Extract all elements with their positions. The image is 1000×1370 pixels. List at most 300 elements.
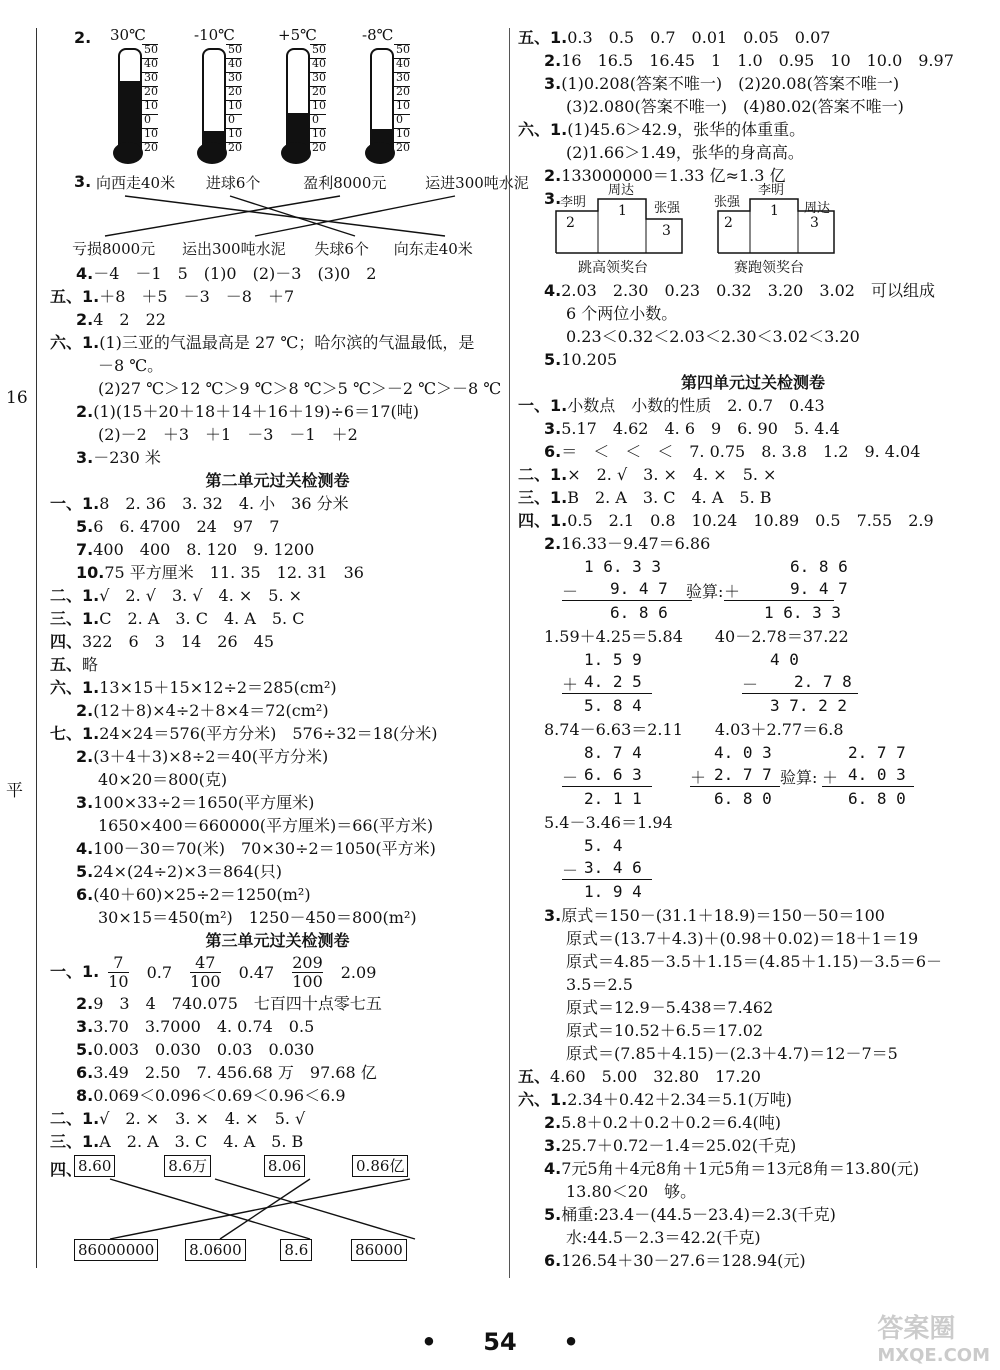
answer-text: 5.17 4.62 4. 6 9 6. 90 5. 4.4	[561, 419, 840, 438]
answer-text: 24×24＝576(平方分米) 576÷32＝18(分米)	[99, 724, 438, 743]
calc-operand: 9. 4 7	[610, 579, 668, 598]
answer-line	[518, 950, 988, 973]
scale-tick: 10	[144, 127, 158, 140]
question-number: 2.	[76, 402, 94, 421]
answer-line	[518, 996, 988, 1019]
answer-text: 400 400 8. 120 9. 1200	[93, 540, 315, 559]
match2-bottom-item: 8.0600	[185, 1239, 246, 1261]
answer-text: 原式＝4.85－3.5＋1.15＝(4.85＋1.15)－3.5＝6－	[566, 952, 943, 971]
question-number: 五、	[518, 1067, 551, 1086]
podium-question	[518, 183, 988, 279]
calc-rule	[822, 786, 914, 787]
answer-line	[50, 538, 505, 561]
answer-line	[518, 279, 988, 302]
answer-text: 0.3 0.5 0.7 0.01 0.05 0.07	[567, 28, 831, 47]
answer-text: 3.49 2.50 7. 456.68 万 97.68 亿	[93, 1063, 377, 1082]
question-number: 三、1.	[50, 609, 100, 628]
answer-text: (1)0.208(答案不唯一) (2)20.08(答案不唯一)	[561, 74, 900, 93]
answer-line	[518, 348, 988, 371]
answer-line	[518, 509, 988, 532]
calc-operator: －	[562, 861, 579, 880]
fraction	[292, 954, 323, 991]
answer-line	[50, 308, 505, 331]
fraction	[108, 954, 128, 991]
section-heading-unit2: 第二单元过关检测卷	[205, 471, 350, 490]
calc-operand: 4. 0 3	[848, 765, 906, 784]
answer-line	[518, 49, 988, 72]
answer-line	[518, 118, 988, 141]
answer-text: (2)27 ℃＞12 ℃＞9 ℃＞8 ℃＞5 ℃＞－2 ℃＞－8 ℃	[98, 379, 502, 398]
match2-bottom-item: 86000000	[74, 1239, 158, 1261]
side-mark-char: 平	[6, 781, 23, 801]
podium-rank: 3	[810, 215, 819, 231]
column-divider	[509, 28, 510, 1278]
watermark	[877, 1308, 990, 1366]
answer-line	[518, 1088, 988, 1111]
left-answers-unit3	[50, 992, 505, 1153]
answer-line	[50, 515, 505, 538]
check-label: 验算:	[686, 582, 724, 601]
calc-operand: 3. 4 6	[584, 858, 642, 877]
scale-tick: 10	[144, 99, 158, 112]
scale-tick: 10	[312, 127, 326, 140]
match2-top-item: 0.86亿	[352, 1155, 408, 1177]
decimal-value: 0.7	[146, 962, 173, 982]
scale-tick: 10	[312, 99, 326, 112]
question-number: 3.	[76, 448, 94, 467]
answer-line	[50, 1107, 505, 1130]
answer-text: 原式＝(13.7＋4.3)＋(0.98＋0.02)＝18＋1＝19	[566, 929, 919, 948]
answer-text: 25.7＋0.72－1.4＝25.02(千克)	[561, 1136, 797, 1155]
scale-tick: 20	[144, 141, 158, 154]
answer-line	[518, 394, 988, 417]
answer-line	[50, 814, 505, 837]
thermometer-scale	[310, 44, 326, 156]
calc-operand: 4. 0 3	[714, 743, 772, 762]
thermometer-bulb	[281, 142, 311, 164]
answer-line	[518, 1065, 988, 1088]
match-top-item: 向西走40米	[96, 174, 176, 192]
scale-tick: 0	[142, 114, 158, 128]
calc-operator: －	[562, 768, 579, 787]
question-number: 四、	[50, 632, 83, 651]
answer-text: B 2. A 3. C 4. A 5. B	[567, 488, 772, 507]
answer-text: 4.60 5.00 32.80 17.20	[550, 1067, 761, 1086]
answer-line	[50, 768, 505, 791]
calc-rule	[562, 786, 652, 787]
podium-name: 周达	[608, 183, 635, 198]
right-answers-unit3-cont	[518, 26, 988, 187]
answer-line	[518, 141, 988, 164]
scale-tick: 20	[312, 85, 326, 98]
answer-line	[518, 1134, 988, 1157]
answer-text: 7元5角＋4元8角＋1元5角＝13元8角＝13.80(元)	[561, 1159, 920, 1178]
thermometer-bulb	[365, 142, 395, 164]
watermark-sub: MXQE.COM	[877, 1345, 990, 1366]
calc-operator: ＋	[690, 768, 707, 787]
calc-rule	[562, 879, 652, 880]
answer-text: 75 平方厘米 11. 35 12. 31 36	[104, 563, 364, 582]
thermometer-label: -10℃	[194, 26, 235, 44]
question-number: 2.	[76, 747, 94, 766]
question-number: 8.	[76, 1086, 94, 1105]
thermometer-scale	[394, 44, 410, 156]
calc-rule	[562, 600, 692, 601]
podium-high-jump	[542, 183, 702, 279]
match2-bottom-item: 86000	[351, 1239, 407, 1261]
scale-tick: 30	[312, 71, 326, 84]
question-number: 六、1.	[50, 333, 100, 352]
answer-text: 10.205	[561, 350, 618, 369]
thermometer-bulb	[113, 142, 143, 164]
podium-caption: 赛跑领奖台	[734, 260, 804, 276]
scale-tick: 40	[396, 57, 410, 70]
decimal-value: 0.47	[238, 962, 275, 982]
podium-name: 李明	[560, 195, 587, 210]
section-heading-unit3: 第三单元过关检测卷	[205, 931, 350, 950]
vertical-calc-4	[518, 834, 988, 904]
answer-text: (40＋60)×25÷2＝1250(m²)	[93, 885, 311, 904]
thermometer	[348, 26, 428, 166]
denominator: 100	[292, 972, 323, 991]
thermometer-label: -8℃	[362, 26, 394, 44]
answer-text: 0.23＜0.32＜2.03＜2.30＜3.02＜3.20	[566, 327, 860, 346]
calc-result: 6. 8 0	[848, 789, 906, 808]
calc-rule	[690, 786, 780, 787]
thermometer-tube	[286, 48, 310, 150]
answer-text: －8 ℃。	[98, 356, 164, 375]
watermark-main: 答案圈	[877, 1314, 956, 1344]
answer-text: 0.003 0.030 0.03 0.030	[93, 1040, 315, 1059]
thermometer	[180, 26, 260, 166]
answer-line	[50, 791, 505, 814]
calc-result: 2. 1 1	[584, 789, 642, 808]
question-number: 3.	[544, 419, 562, 438]
question-number: 6.	[544, 442, 562, 461]
answer-line	[518, 325, 988, 348]
answer-text: 6 个两位小数。	[566, 304, 678, 323]
answer-text: (2)1.66＞1.49，张华的身高高。	[566, 143, 804, 162]
answer-line	[50, 400, 505, 423]
answer-line: 1.59＋4.25＝5.84 40－2.78＝37.22	[544, 627, 849, 646]
answer-line	[50, 630, 505, 653]
podium-rank: 3	[662, 223, 671, 239]
answer-text: 16.33－9.47＝6.86	[561, 534, 711, 553]
match2-top-item: 8.6万	[164, 1155, 211, 1177]
answer-text: ＝ ＜ ＜ ＜ 7. 0.75 8. 3.8 1.2 9. 4.04	[561, 442, 921, 461]
thermometer-label: +5℃	[278, 26, 317, 44]
question-number: 3.	[76, 793, 94, 812]
podium-rank: 2	[724, 215, 733, 231]
right-answers-unit3-end	[518, 279, 988, 371]
answer-line	[50, 1015, 505, 1038]
answer-line	[518, 904, 988, 927]
answer-text: (2)－2 ＋3 ＋1 －3 －1 ＋2	[98, 425, 358, 444]
answer-line	[518, 164, 988, 187]
question-number: 3.	[544, 906, 562, 925]
question-number: 6.	[544, 1251, 562, 1270]
scale-tick: 10	[396, 127, 410, 140]
calc-operand: 2. 7 7	[848, 743, 906, 762]
question-number: 3.	[76, 1017, 94, 1036]
answer-text: 13×15＋15×12÷2＝285(cm²)	[99, 678, 337, 697]
question-number: 5.	[76, 862, 94, 881]
vertical-calc-2	[518, 648, 988, 718]
scale-tick: 40	[144, 57, 158, 70]
question-number: 6.	[76, 885, 94, 904]
answer-line	[518, 1180, 988, 1203]
podium-name: 李明	[758, 183, 785, 198]
thermometer-tube	[118, 48, 142, 150]
question-number: 三、1.	[50, 1132, 100, 1151]
answer-text: (1)(15＋20＋18＋14＋16＋19)÷6＝17(吨)	[93, 402, 419, 421]
question-number: 3.	[74, 172, 92, 191]
answer-text: 3.5＝2.5	[566, 975, 633, 994]
thermometer-row	[50, 26, 505, 166]
match2-top-item: 8.60	[74, 1155, 115, 1177]
question-number: 七、1.	[50, 724, 100, 743]
thermometer-bulb	[197, 142, 227, 164]
left-answers-unit2	[50, 492, 505, 929]
answer-text: ＋8 ＋5 －3 －8 ＋7	[99, 287, 295, 306]
calc-operand: 5. 4	[584, 836, 623, 855]
question-number: 10.	[76, 563, 105, 582]
podium-rank: 1	[618, 203, 627, 219]
answer-line: 8.74－6.63＝2.11 4.03＋2.77＝6.8	[544, 720, 844, 739]
answer-text: 1650×400＝660000(平方厘米)＝66(平方米)	[98, 816, 434, 835]
podium-name: 周达	[804, 201, 831, 216]
answer-text: 3.70 3.7000 4. 0.74 0.5	[93, 1017, 315, 1036]
question-number: 2.	[74, 28, 92, 47]
calc-rule	[742, 693, 858, 694]
answer-text: √ 2. √ 3. √ 4. × 5. ×	[99, 586, 303, 605]
question-number: 2.	[544, 166, 562, 185]
question-number: 3.	[544, 74, 562, 93]
answer-line	[50, 883, 505, 906]
thermometer-label: 30℃	[110, 26, 146, 44]
answer-text: 40×20＝800(克)	[98, 770, 228, 789]
thermometer-tube	[370, 48, 394, 150]
calc-operand: 6. 8 6	[790, 557, 848, 576]
answer-line	[50, 653, 505, 676]
match2-bottom-row	[74, 1239, 407, 1261]
page-dot: •	[563, 1328, 579, 1356]
question-number: 一、1.	[518, 396, 568, 415]
right-answers-unit4	[518, 394, 988, 555]
question-number: 4.	[544, 281, 562, 300]
scale-tick: 30	[228, 71, 242, 84]
match-top-item: 盈利8000元	[303, 174, 387, 192]
answer-line	[50, 745, 505, 768]
calc-operand: 9. 4 7	[790, 579, 848, 598]
scale-tick: 40	[228, 57, 242, 70]
scale-tick: 10	[228, 99, 242, 112]
answer-line	[50, 676, 505, 699]
question-number: 3.	[544, 1136, 562, 1155]
side-mark-number: 16	[6, 388, 28, 408]
question-number: 一、1.	[50, 962, 100, 981]
answer-line	[518, 1249, 988, 1272]
answer-text: 5.8＋0.2＋0.2＋0.2＝6.4(吨)	[561, 1113, 781, 1132]
answer-text: (3)2.080(答案不唯一) (4)80.02(答案不唯一)	[566, 97, 904, 116]
answer-line	[518, 927, 988, 950]
answer-text: 6 6. 4700 24 97 7	[93, 517, 280, 536]
question-number: 二、1.	[50, 586, 100, 605]
match-top-item: 运进300吨水泥	[425, 174, 529, 192]
page-number-footer	[0, 1328, 1000, 1356]
answer-text: 100－30＝70(米) 70×30÷2＝1050(平方米)	[93, 839, 436, 858]
scale-tick: 20	[144, 85, 158, 98]
scale-tick: 0	[310, 114, 326, 128]
question-number: 五、1.	[518, 28, 568, 47]
answer-text: 100×33÷2＝1650(平方厘米)	[93, 793, 315, 812]
denominator: 10	[108, 972, 129, 991]
scale-tick: 50	[312, 43, 326, 56]
answer-line	[518, 440, 988, 463]
match-bottom-item: 运出300吨水泥	[181, 240, 286, 258]
answer-text: 126.54＋30－27.6＝128.94(元)	[561, 1251, 806, 1270]
answer-text: (3＋4＋3)×8÷2＝40(平方分米)	[93, 747, 329, 766]
question-number: 二、1.	[50, 1109, 100, 1128]
answer-text: 原式＝10.52＋6.5＝17.02	[566, 1021, 764, 1040]
match-bottom-item: 亏损8000元	[72, 240, 156, 258]
question-number: 五、	[50, 655, 83, 674]
question-number: 5.	[76, 517, 94, 536]
answer-line	[50, 837, 505, 860]
answer-text: 小数点 小数的性质 2. 0.7 0.43	[567, 396, 825, 415]
question-number: 四、	[50, 1160, 83, 1179]
question-number: 4.	[544, 1159, 562, 1178]
answer-text: (1)三亚的气温最高是 27 ℃；哈尔滨的气温最低，是	[99, 333, 475, 352]
answer-line	[50, 262, 505, 285]
answer-line	[50, 860, 505, 883]
question-number: 二、1.	[518, 465, 568, 484]
answer-line	[50, 1130, 505, 1153]
match2-bottom-item: 8.6	[280, 1239, 312, 1261]
answer-text: 30×15＝450(m²) 1250－450＝800(m²)	[98, 908, 417, 927]
answer-text: 2.03 2.30 0.23 0.32 3.20 3.02 可以组成	[561, 281, 935, 300]
question-number: 4.	[76, 264, 94, 283]
answer-line	[518, 1157, 988, 1180]
calc-operand: 1 6. 3 3	[584, 557, 662, 576]
podium-caption: 跳高领奖台	[578, 260, 648, 276]
match-bottom-item: 向东走40米	[393, 240, 473, 258]
answer-text: (12＋8)×4÷2＋8×4＝72(cm²)	[93, 701, 329, 720]
calc-operator: －	[562, 582, 579, 601]
answer-text: 322 6 3 14 26 45	[82, 632, 274, 651]
calc-result: 6. 8 0	[714, 789, 772, 808]
thermometer-scale	[142, 44, 158, 156]
scale-tick: 50	[144, 43, 158, 56]
thermometer-scale	[226, 44, 242, 156]
question-number: 2.	[544, 534, 562, 553]
scale-tick: 30	[144, 71, 158, 84]
thermometer-tube	[202, 48, 226, 150]
scale-tick: 0	[394, 114, 410, 128]
mercury-fill	[120, 81, 140, 150]
decimal-value: 2.09	[340, 962, 377, 982]
answer-text: －230 米	[93, 448, 161, 467]
question-number: 四、1.	[518, 511, 568, 530]
check-label: 验算:	[780, 768, 818, 787]
scale-tick: 20	[228, 85, 242, 98]
calc-result: 1. 9 4	[584, 882, 642, 901]
answer-text: × 2. √ 3. × 4. × 5. ×	[567, 465, 777, 484]
answer-line	[50, 722, 505, 745]
answer-line: 5.4－3.46＝1.94	[544, 813, 673, 832]
calc-operand: 4. 2 5	[584, 672, 642, 691]
fraction-answer-line	[50, 952, 505, 992]
answer-line	[50, 906, 505, 929]
answer-line	[50, 354, 505, 377]
answer-line	[50, 584, 505, 607]
calc-operand: 6. 6 3	[584, 765, 642, 784]
vertical-calc-1	[518, 555, 988, 625]
numerator: 47	[190, 954, 221, 973]
answer-text: 16 16.5 16.45 1 1.0 0.95 10 10.0 9.97	[561, 51, 954, 70]
calc-operator: ＋	[724, 582, 741, 601]
question-number: 5.	[544, 1205, 562, 1224]
question-number: 4.	[76, 839, 94, 858]
question-number: 2.	[544, 1113, 562, 1132]
answer-text: 0.069＜0.096＜0.69＜0.96＜6.9	[93, 1086, 346, 1105]
scale-tick: 20	[396, 141, 410, 154]
answer-line	[518, 1111, 988, 1134]
answer-line	[50, 423, 505, 446]
answer-line	[518, 302, 988, 325]
answer-line	[50, 492, 505, 515]
answer-text: 133000000＝1.33 亿≈1.3 亿	[561, 166, 786, 185]
answer-text: 原式＝(7.85＋4.15)－(2.3＋4.7)＝12－7＝5	[566, 1044, 898, 1063]
calc-rule	[562, 693, 652, 694]
answer-text: 桶重:23.4－(44.5－23.4)＝2.3(千克)	[561, 1205, 836, 1224]
podium-name: 张强	[714, 195, 741, 210]
calc-operator: ＋	[822, 768, 839, 787]
matching-question-2	[50, 1153, 505, 1263]
answer-line	[518, 973, 988, 996]
answer-line	[50, 331, 505, 354]
section-heading-unit4: 第四单元过关检测卷	[680, 373, 825, 392]
calc-operator: －	[742, 675, 759, 694]
calc-operand: 1. 5 9	[584, 650, 642, 669]
calc-operator: ＋	[562, 675, 579, 694]
answer-text: 13.80＜20 够。	[566, 1182, 697, 1201]
question-number: 2.	[76, 310, 94, 329]
answer-line	[50, 561, 505, 584]
answer-line	[518, 1226, 988, 1249]
answer-text: 0.5 2.1 0.8 10.24 10.89 0.5 7.55 2.9	[567, 511, 934, 530]
numerator: 209	[292, 953, 323, 972]
answer-line	[50, 377, 505, 400]
vertical-calc-3	[518, 741, 988, 811]
right-answers-unit4-end	[518, 904, 988, 1272]
thermometer	[96, 26, 176, 166]
answer-line	[50, 1061, 505, 1084]
scale-tick: 0	[226, 114, 242, 128]
podium-name: 张强	[654, 201, 681, 216]
calc-result: 3 7. 2 2	[770, 696, 848, 715]
match-bottom-item: 失球6个	[314, 240, 369, 258]
question-number: 六、1.	[518, 1090, 568, 1109]
left-answers-unit1	[50, 262, 505, 469]
denominator: 100	[190, 972, 221, 991]
answer-line	[518, 1203, 988, 1226]
question-number: 3.	[544, 189, 562, 208]
scale-tick: 20	[396, 85, 410, 98]
scale-tick: 20	[312, 141, 326, 154]
scale-tick: 50	[396, 43, 410, 56]
answer-line	[50, 992, 505, 1015]
